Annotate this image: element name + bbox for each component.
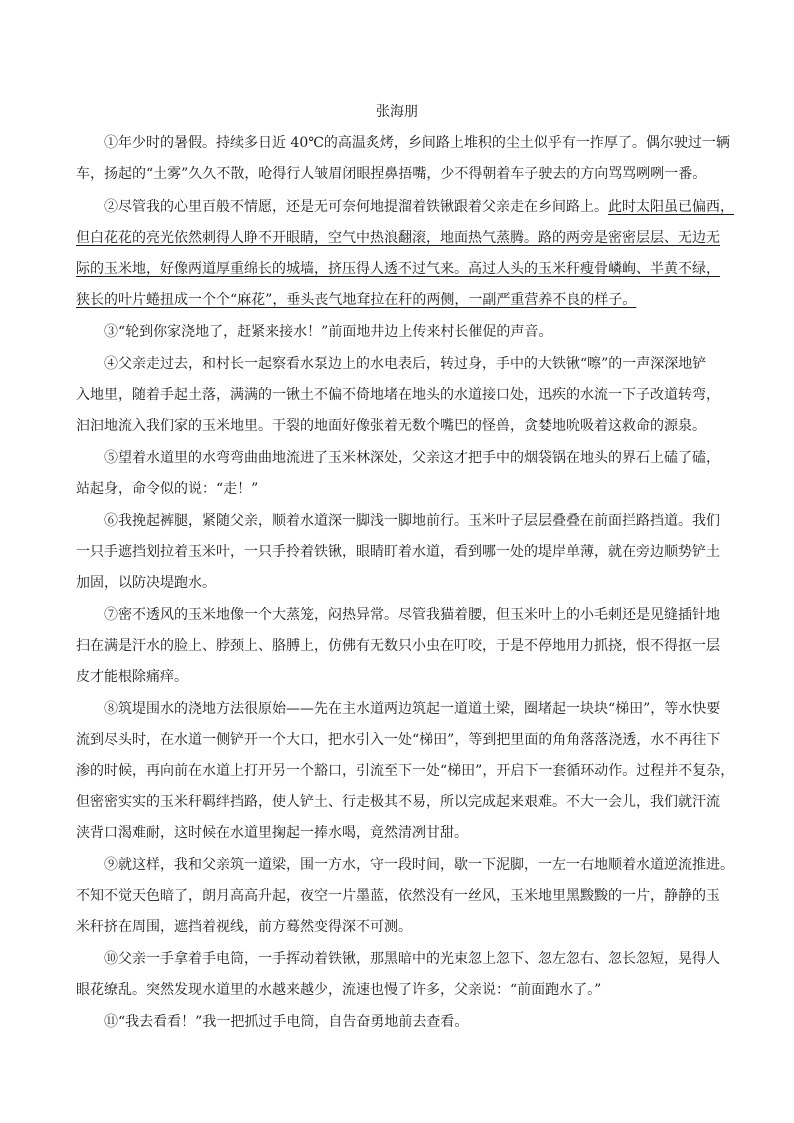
- text-line: 一只手遮挡划拉着玉米叶，一只手拎着铁锹，眼睛盯着水道，看到哪一处的堤岸单薄，就在旁边顺势铲土: [76, 544, 720, 560]
- text-line: ⑥我挽起裤腿，紧随父亲，顺着水道深一脚浅一脚地前行。玉米叶子层层叠叠在前面拦路挡道。我们: [104, 513, 720, 529]
- text-line: ④父亲走过去，和村长一起察看水泵边上的水电表后，转过身，手中的大铁锹“嚓”的一声深深地铲: [104, 356, 707, 372]
- text-line: 车，扬起的“土雾”久久不散，呛得行人皱眉闭眼捏鼻捂嘴，少不得朝着车子驶去的方向骂骂咧咧一番。: [76, 166, 707, 182]
- text-line: 站起身，命令似的说：“走！”: [76, 481, 259, 497]
- text-line: 渗的时候，再向前在水道上打开另一个豁口，引流至下一处“梯田”，开启下一套循环动作。过程并不复杂，: [76, 763, 735, 779]
- author-name: 张海朋: [376, 104, 418, 120]
- text-line: ③“轮到你家浇地了，赶紧来接水！”前面地井边上传来村长催促的声音。: [104, 324, 553, 340]
- text-line: 扫在满是汗水的脸上、脖颈上、胳膊上，仿佛有无数只小虫在叮咬，于是不停地用力抓挠，恨不得抠一层: [76, 638, 720, 654]
- text-segment: ②尽管我的心里百般不情愿，还是无可奈何地提溜着铁锹跟着父亲走在乡间路上。: [104, 199, 608, 215]
- text-line: ⑤望着水道里的水弯弯曲曲地流进了玉米林深处，父亲这才把手中的烟袋锅在地头的界石上磕了磕，: [104, 450, 720, 466]
- underlined-text-line: 狭长的叶片蜷扭成一个个“麻花”，垂头丧气地耷拉在秆的两侧，一副严重营养不良的样子。: [76, 292, 637, 308]
- text-line: 入地里，随着手起土落，满满的一锹土不偏不倚地堵在地头的水道接口处，迅疾的水流一下子改道转弯，: [76, 387, 720, 403]
- text-line: 皮才能根除痛痒。: [76, 669, 188, 685]
- text-line: 米秆挤在周围，遮挡着视线，前方蓦然变得深不可测。: [76, 919, 412, 935]
- underlined-text-line: 际的玉米地，好像两道厚重绵长的城墙，挤压得人透不过气来。高过人头的玉米秆瘦骨嶙峋、半黄不绿，: [76, 261, 720, 277]
- text-line: 流到尽头时，在水道一侧铲开一个大口，把水引入一处“梯田”，等到把里面的角角落落浇透，水不再往下: [76, 732, 721, 748]
- text-line: 眼花缭乱。突然发现水道里的水越来越少，流速也慢了许多，父亲说：“前面跑水了。”: [76, 982, 602, 998]
- text-line: ①年少时的暑假。持续多日近 40℃的高温炙烤，乡间路上堆积的尘土似乎有一拃厚了。偶尔驶过一辆: [104, 135, 730, 151]
- text-line: ⑨就这样，我和父亲筑一道梁，围一方水，守一段时间，歇一下泥脚，一左一右地顺着水道逆流推进。: [104, 857, 734, 873]
- text-line: ⑦密不透风的玉米地像一个大蒸笼，闷热异常。尽管我猫着腰，但玉米叶上的小毛刺还是见缝插针地: [104, 607, 720, 623]
- text-line: 但密密实实的玉米秆羁绊挡路，使人铲土、行走极其不易，所以完成起来艰难。不大一会儿，我们就汗流: [76, 794, 720, 810]
- text-line: [104, 197, 734, 217]
- text-line: 浃背口渴难耐，这时候在水道里掬起一捧水喝，竟然清冽甘甜。: [76, 825, 468, 841]
- text-line: ⑧筑堤围水的浇地方法很原始——先在主水道两边筑起一道道土梁，圈堵起一块块“梯田”，等水快要: [104, 701, 721, 717]
- text-line: 不知不觉天色暗了，朗月高高升起，夜空一片墨蓝，依然没有一丝风，玉米地里黑黢黢的一片，静静的玉: [76, 888, 720, 904]
- underlined-text-line: 但白花花的亮光依然刺得人睁不开眼睛，空气中热浪翻滚，地面热气蒸腾。路的两旁是密密层层、无边无: [76, 230, 720, 246]
- text-line: 汩汩地流入我们家的玉米地里。干裂的地面好像张着无数个嘴巴的怪兽，贪婪地吮吸着这救命的源泉。: [76, 418, 706, 434]
- text-line: 加固，以防决堤跑水。: [76, 575, 216, 591]
- underlined-text: 此时太阳虽已偏西，: [608, 199, 734, 215]
- text-line: ⑩父亲一手拿着手电筒，一手挥动着铁锹，那黑暗中的光束忽上忽下、忽左忽右、忽长忽短，晃得人: [104, 951, 720, 967]
- text-line: ⑪“我去看看！”我一把抓过手电筒，自告奋勇地前去查看。: [104, 1014, 469, 1030]
